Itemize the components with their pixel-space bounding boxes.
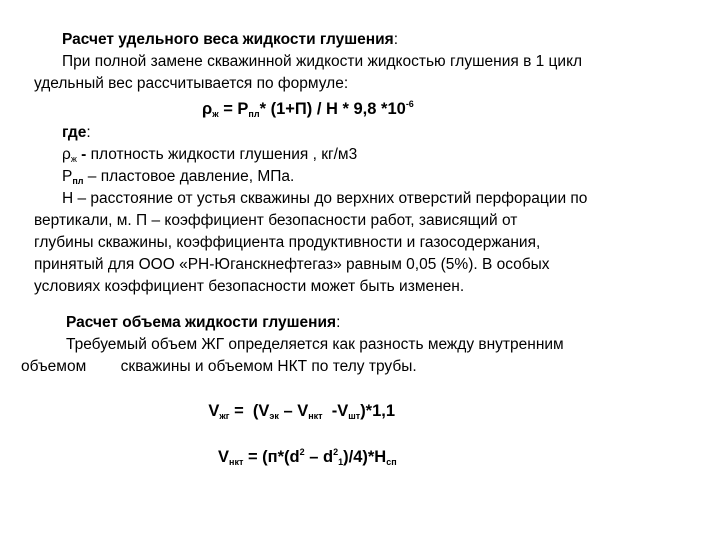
- nf-sub2: 1: [338, 457, 344, 467]
- section2-title: Расчет объема жидкости глушения: [66, 314, 337, 331]
- section2-text-line2: объемом скважины и объемом НКТ по телу трубы.: [21, 358, 417, 375]
- formula-eq-p: = Р: [218, 100, 249, 118]
- formula-rho: ρ: [202, 100, 213, 118]
- nf-sup2: 2: [333, 447, 339, 457]
- def-p-text: – пластовое давление, МПа.: [83, 168, 295, 185]
- def-rho-dash: -: [76, 146, 87, 163]
- section1-text-line1: При полной замене скважинной жидкости жидкостью глушения в 1 цикл: [62, 53, 583, 70]
- density-formula: [202, 99, 414, 119]
- formula-exponent: -6: [405, 99, 414, 109]
- vf-nkt-sub: нкт: [308, 411, 323, 421]
- vf-ek-sub: эк: [269, 411, 279, 421]
- definition-h-line3: глубины скважины, коэффициента продуктивности и газосодержания,: [34, 234, 541, 251]
- definition-h-line2: вертикали, м. П – коэффициент безопасности работ, зависящий от: [34, 212, 518, 229]
- vf-part1: = (V: [229, 402, 270, 420]
- section1-heading: [62, 30, 398, 50]
- vf-part3: -V: [322, 402, 349, 420]
- def-rho-sub: ж: [70, 154, 77, 164]
- definition-rho: [62, 145, 357, 165]
- definition-p: [62, 167, 294, 187]
- vf-sht-sub: шт: [348, 411, 361, 421]
- def-p-symbol: Р: [62, 168, 73, 185]
- section2-heading: [66, 313, 340, 333]
- section2-text-line1: Требуемый объем ЖГ определяется как разность между внутренним: [66, 336, 564, 353]
- nf-part2: – d: [304, 448, 334, 466]
- where-label: где: [62, 124, 87, 141]
- def-rho-symbol: ρ: [62, 146, 71, 163]
- section1-text-line2: удельный вес рассчитывается по формуле:: [34, 75, 349, 92]
- section2-title-colon: :: [336, 314, 341, 331]
- formula-rest: * (1+П) / Н * 9,8 *10: [259, 100, 406, 118]
- formula-rho-sub: ж: [212, 109, 219, 119]
- volume-formula: [190, 381, 395, 441]
- where-label-line: [62, 123, 91, 143]
- def-rho-text: плотность жидкости глушения , кг/м3: [86, 146, 358, 163]
- definition-h-line4: принятый для ООО «РН-Юганскнефтегаз» равным 0,05 (5%). В особых: [34, 256, 550, 273]
- formula-p-sub: пл: [248, 109, 260, 119]
- section1-title-colon: :: [393, 31, 399, 48]
- vf-v-sub: жг: [219, 411, 230, 421]
- vf-v: V: [208, 402, 220, 420]
- nf-v: V: [218, 448, 230, 466]
- nf-h-sub: сп: [386, 457, 397, 467]
- definition-h-line5: условиях коэффициент безопасности может быть изменен.: [34, 278, 465, 295]
- nf-part1: = (п*(d: [243, 448, 300, 466]
- nf-v-sub: нкт: [229, 457, 244, 467]
- definition-h-line1: Н – расстояние от устья скважины до верхних отверстий перфорации по: [62, 190, 588, 207]
- nkt-volume-formula: [218, 447, 397, 467]
- def-p-sub: пл: [72, 176, 84, 186]
- nf-part3: )/4)*H: [343, 448, 387, 466]
- nf-sup1: 2: [299, 447, 305, 457]
- vf-part4: )*1,1: [360, 402, 396, 420]
- section1-title: Расчет удельного веса жидкости глушения: [62, 31, 394, 48]
- vf-part2: – V: [278, 402, 309, 420]
- where-colon: :: [86, 124, 91, 141]
